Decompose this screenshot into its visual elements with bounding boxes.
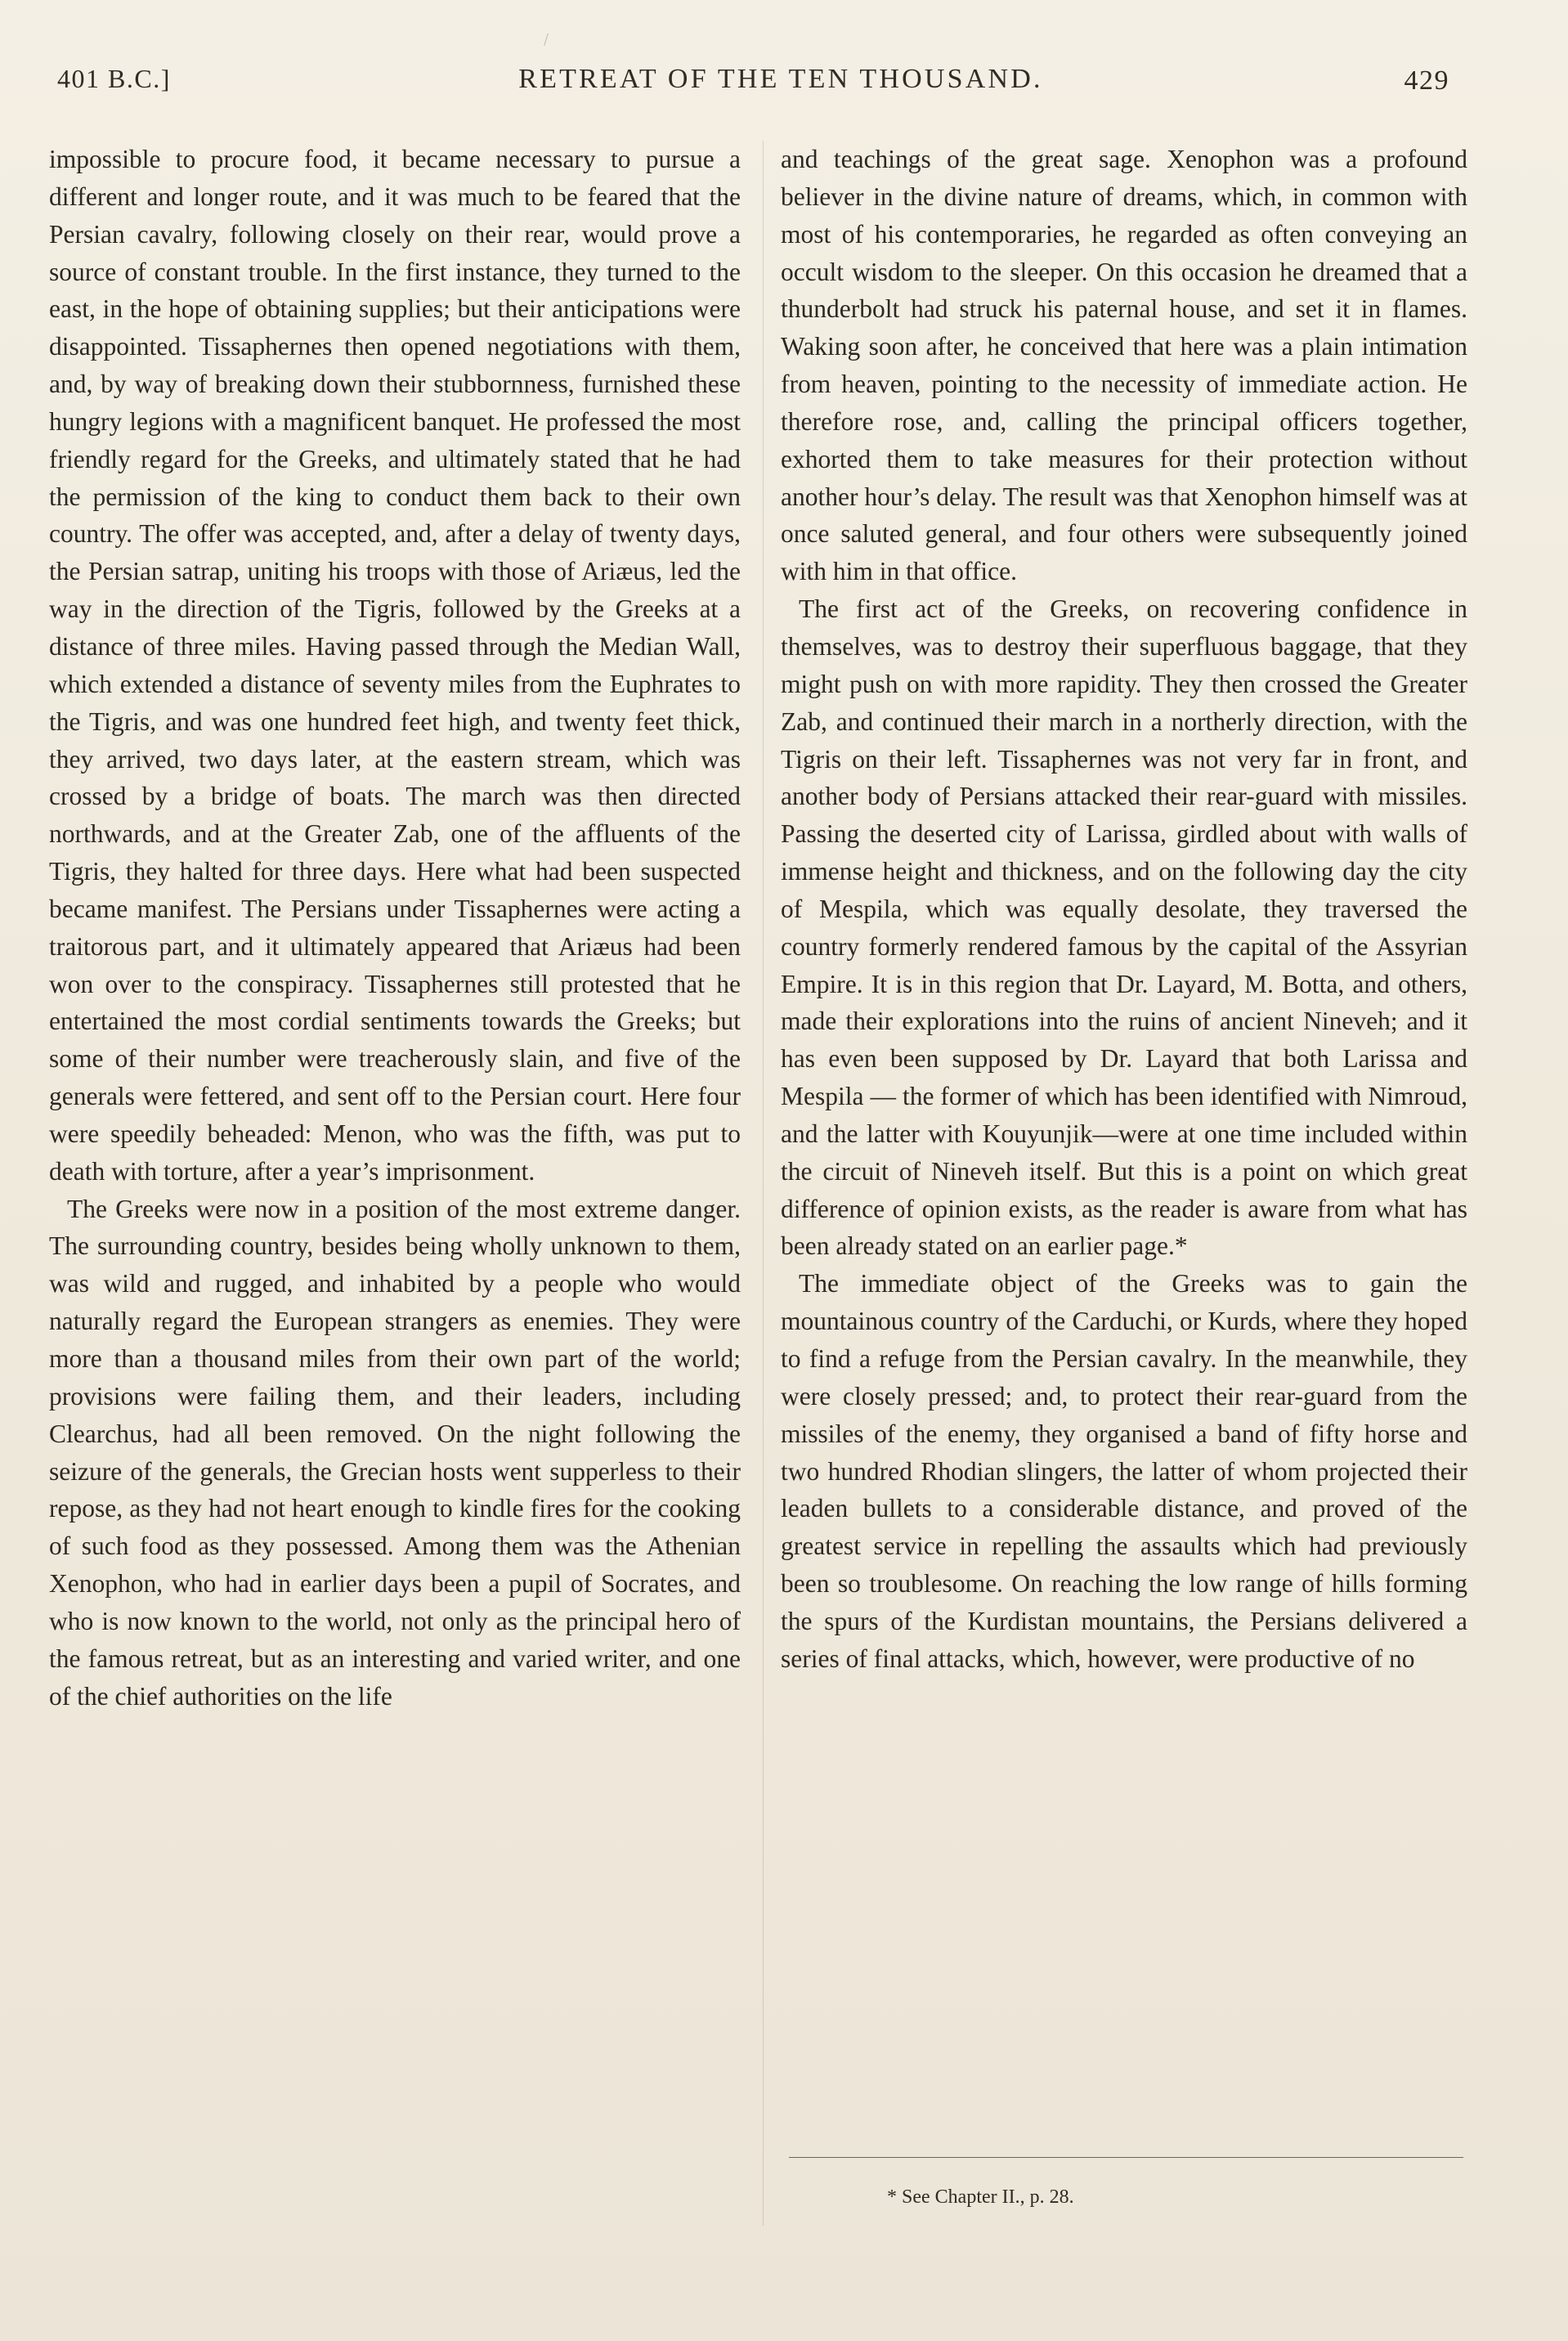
right-column — [781, 141, 1467, 1678]
running-header — [0, 64, 1568, 113]
header-title: RETREAT OF THE TEN THOUSAND. — [518, 64, 1043, 94]
left-paragraph-2: The Greeks were now in a position of the most extreme danger. The surrounding country, besides being wholly unknown to them, was wild and rugged, and inhabited by a people who would naturally regard the European strangers as enemies. They were more than a thousand miles from their own part of the world; provisions were failing them, and their leaders, including Clearchus, had all been removed. On the night following the seizure of the generals, the Grecian hosts went supperless to their repose, as they had not heart enough to kindle fires for the cooking of such food as they possessed. Among them was the Athenian Xenophon, who had in earlier days been a pupil of Socrates, and who is now known to the world, not only as the principal hero of the famous retreat, but as an interesting and varied writer, and one of the chief authorities on the life — [49, 1194, 741, 1711]
column-divider — [763, 141, 764, 2226]
left-paragraph-1: impossible to procure food, it became necessary to pursue a different and longer route, and it was much to be feared that the Persian cavalry, following closely on their rear, would prove a source of constant trouble. In the first instance, they turned to the east, in the hope of obtaining supplies; but their anticipations were disappointed. Tissaphernes then opened negotiations with them, and, by way of breaking down their stubbornness, furnished these hungry legions with a magnificent banquet. He professed the most friendly regard for the Greeks, and ultimately stated that he had the permission of the king to conduct them back to their own country. The offer was accepted, and, after a delay of twenty days, the Persian satrap, uniting his troops with those of Ariæus, led the way in the direction of the Tigris, followed by the Greeks at a distance of three miles. Having passed through the Median Wall, which extended a distance of seventy miles from the Euphrates to the Tigris, and was one hundred feet high, and twenty feet thick, they arrived, two days later, at the eastern stream, which was crossed by a bridge of boats. The march was then directed northwards, and at the Greater Zab, one of the affluents of the Tigris, they halted for three days. Here what had been suspected became manifest. The Persians under Tissaphernes were acting a traitorous part, and it ultimately appeared that Ariæus had been won over to the conspiracy. Tissaphernes still protested that he entertained the most cordial sentiments towards the Greeks; but some of their number were treacherously slain, and five of the generals were fettered, and sent off to the Persian court. Here four were speedily beheaded: Menon, who was the fifth, was put to death with torture, after a year’s imprisonment. — [49, 145, 741, 1186]
footnote: * See Chapter II., p. 28. — [887, 2186, 1074, 2208]
right-paragraph-3: The immediate object of the Greeks was to gain the mountainous country of the Carduchi, or Kurds, where they hoped to find a refuge from the Persian cavalry. In the meanwhile, they were closely pressed; and, to protect their rear-guard from the missiles of the enemy, they organised a band of fifty horse and two hundred Rhodian slingers, the latter of whom projected their leaden bullets to a considerable distance, and proved of the greatest service in repelling the assaults which had previously been so troublesome. On reaching the low range of hills forming the spurs of the Kurdistan mountains, the Persians delivered a series of final attacks, which, however, were productive of no — [781, 1269, 1467, 1673]
footnote-rule — [789, 2157, 1463, 2158]
left-column — [49, 141, 741, 1715]
right-paragraph-1: and teachings of the great sage. Xenophon was a profound believer in the divine nature of dreams, which, in common with most of his contemporaries, he regarded as often conveying an occult wisdom to the sleeper. On this occasion he dreamed that a thunderbolt had struck his paternal house, and set it in flames. Waking soon after, he conceived that here was a plain intimation from heaven, pointing to the necessity of immediate action. He therefore rose, and, calling the principal officers together, exhorted them to take measures for their protection without another hour’s delay. The result was that Xenophon himself was at once saluted general, and four others were subsequently joined with him in that office. — [781, 145, 1467, 586]
right-paragraph-2: The first act of the Greeks, on recovering confidence in themselves, was to destroy their superfluous baggage, that they might push on with more rapidity. They then crossed the Greater Zab, and continued their march in a northerly direction, with the Tigris on their left. Tissaphernes was not very far in front, and another body of Persians attacked their rear-guard with missiles. Passing the deserted city of Larissa, girdled about with walls of immense height and thickness, and on the following day the city of Mespila, which was equally desolate, they traversed the country formerly rendered famous by the capital of the Assyrian Empire. It is in this region that Dr. Layard, M. Botta, and others, made their explorations into the ruins of ancient Nineveh; and it has even been supposed by Dr. Layard that both Larissa and Mespila — the former of which has been identified with Nimroud, and the latter with Kouyunjik—were at one time included within the circuit of Nineveh itself. But this is a point on which great difference of opinion exists, as the reader is aware from what has been already stated on an earlier page.* — [781, 594, 1467, 1261]
page-number: 429 — [1404, 65, 1449, 96]
header-date: 401 B.C.] — [57, 64, 171, 93]
page-mark: / — [544, 31, 549, 48]
